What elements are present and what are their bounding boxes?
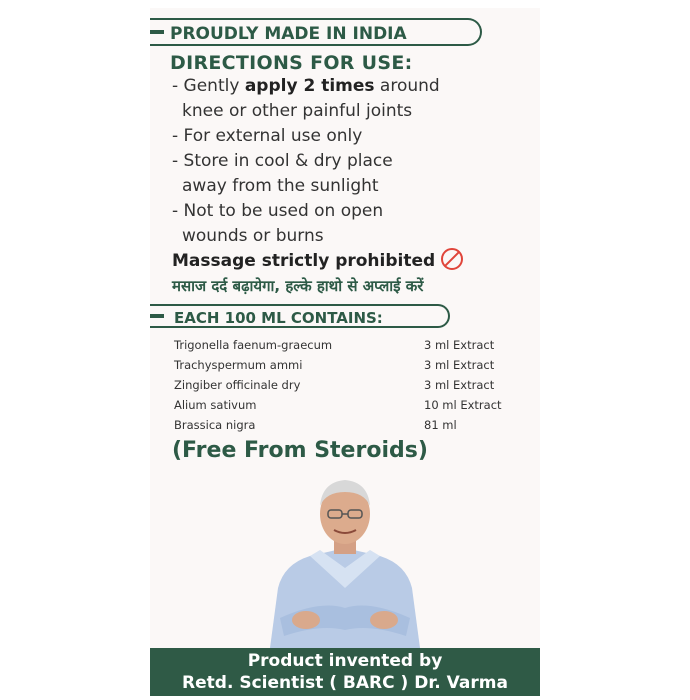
direction-item: - Store in cool & dry place: [172, 151, 393, 171]
hindi-instruction: मसाज दर्द बढ़ायेगा, हल्के हाथो से अप्लाई करें: [172, 277, 424, 295]
inventor-portrait: [250, 468, 440, 648]
prohibited-icon: [441, 248, 463, 270]
direction-item: wounds or burns: [182, 226, 324, 246]
made-in-india-banner: PROUDLY MADE IN INDIA: [150, 18, 482, 46]
direction-item: knee or other painful joints: [182, 101, 413, 121]
free-from-steroids: (Free From Steroids): [172, 438, 428, 463]
massage-warning: [172, 248, 463, 271]
product-label-panel: PROUDLY MADE IN INDIA DIRECTIONS FOR USE: - Gently apply 2 times around knee or other painful joints - For external use only - Store in cool & dry place away from the sunlight - Not to be used on open wounds or burns Massage strictly prohibited मसाज दर्द बढ़ायेगा, हल्के हाथो से अप्लाई करें EACH 100 ML CONTAINS: Trigonella faenum-graecum 3 ml Extract Trachyspermum ammi 3 ml Extract Zingiber officinale dry 3 ml Extract Alium sativum 10 ml Extract Brassica nigra 81 ml (Free From Steroids) Product invented by Retd. Scientist ( BARC ) Dr. Varma: [150, 8, 540, 696]
inventor-footer: [150, 648, 540, 696]
direction-item: - Not to be used on open: [172, 201, 384, 221]
contents-banner: EACH 100 ML CONTAINS:: [150, 304, 450, 328]
directions-title: DIRECTIONS FOR USE:: [170, 52, 413, 74]
direction-item: - For external use only: [172, 126, 363, 146]
footer-line-1: Product invented by: [247, 651, 443, 671]
direction-item: away from the sunlight: [182, 176, 379, 196]
direction-item: - Gently apply 2 times around: [172, 76, 440, 96]
footer-line-2: Retd. Scientist ( BARC ) Dr. Varma: [182, 673, 508, 693]
directions-list: [172, 74, 532, 249]
massage-warning-text: Massage strictly prohibited: [172, 251, 436, 271]
